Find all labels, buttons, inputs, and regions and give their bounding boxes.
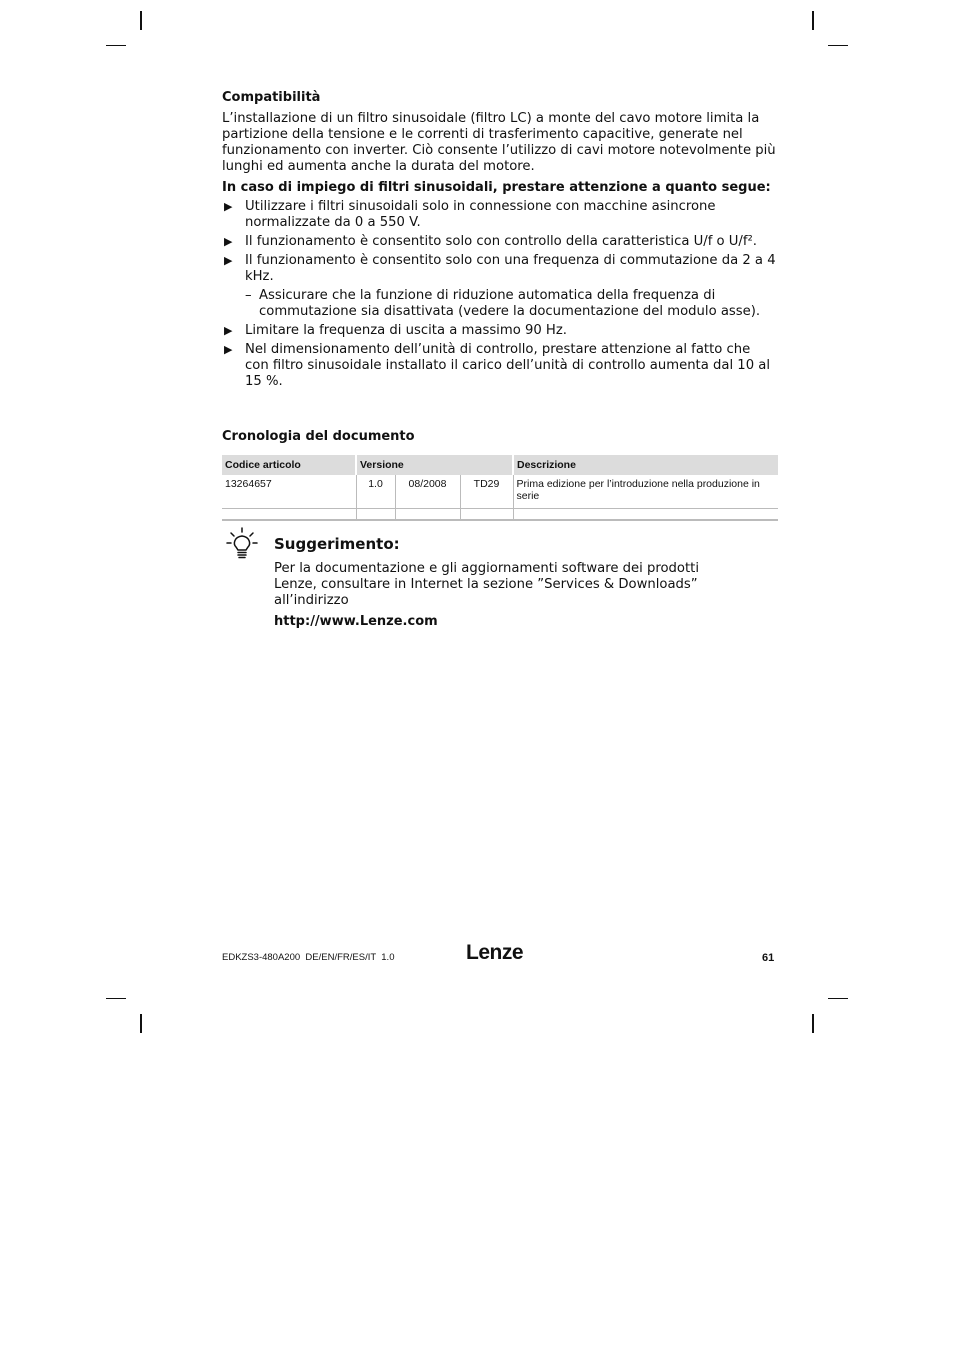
empty-cell	[513, 509, 778, 521]
table-header-row	[222, 455, 778, 475]
dash-icon: –	[245, 288, 252, 303]
intro-paragraph: L’installazione di un filtro sinusoidale (filtro LC) a monte del cavo motore limita la partizione della tensione e le correnti di trasferimento capacitive, generate nel funzionamento con inverter. Ciò consente l’utilizzo di cavi motore notevolmente più lunghi ed aumenta anche la durata del motore.	[222, 111, 776, 174]
sub-list-item: – Assicurare che la funzione di riduzione automatica della frequenza di commutazione sia disattivata (vedere la documentazione del modulo asse).	[245, 288, 761, 319]
lenze-logo: Lenze	[466, 941, 524, 964]
crop-mark	[106, 45, 126, 46]
history-heading: Cronologia del documento	[222, 429, 415, 444]
cell-version: 1.0	[356, 475, 395, 509]
section-heading: Compatibilità	[222, 90, 321, 105]
bullet-arrow-icon: ▶	[224, 343, 233, 356]
cell-description: Prima edizione per l’introduzione nella produzione in serie	[513, 475, 778, 509]
list-item: ▶ Il funzionamento è consentito solo con controllo della caratteristica U/f o U/f².	[224, 234, 758, 249]
cell-code: 13264657	[222, 475, 356, 509]
main-content	[222, 90, 778, 521]
cell-id: TD29	[460, 475, 513, 509]
header-code: Codice articolo	[222, 455, 356, 475]
list-item: ▶ Utilizzare i filtri sinusoidali solo in connessione con macchine asincrone normalizzate da 0 a 550 V.	[224, 199, 716, 230]
note-heading: In caso di impiego di filtri sinusoidali, prestare attenzione a quanto segue:	[222, 180, 771, 195]
tip-box	[274, 534, 754, 630]
crop-mark	[828, 998, 848, 999]
bullet-arrow-icon: ▶	[224, 235, 233, 248]
page-number: 61	[762, 952, 775, 964]
crop-mark	[106, 998, 126, 999]
header-description: Descrizione	[513, 455, 778, 475]
crop-mark	[812, 1014, 814, 1033]
tip-title: Suggerimento:	[274, 535, 400, 553]
empty-cell	[460, 509, 513, 521]
empty-cell	[395, 509, 460, 521]
bullet-arrow-icon: ▶	[224, 324, 233, 337]
tip-text: Per la documentazione e gli aggiornamenti software dei prodotti Lenze, consultare in Internet la sezione ”Services & Downloads” all’indirizzo	[274, 561, 699, 608]
empty-cell	[222, 509, 356, 521]
list-item: ▶ Il funzionamento è consentito solo con una frequenza di commutazione da 2 a 4 kHz. – Assicurare che la funzione di riduzione automatica della frequenza di commutazione sia disattivata (vedere la documentazione del modulo asse).	[222, 253, 778, 320]
bullet-list	[222, 199, 778, 390]
footer-doc-code: EDKZS3-480A200 DE/EN/FR/ES/IT 1.0	[222, 952, 395, 963]
bullet-arrow-icon: ▶	[224, 200, 233, 213]
bullet-arrow-icon: ▶	[224, 254, 233, 267]
lightbulb-icon	[224, 526, 260, 566]
cell-date: 08/2008	[395, 475, 460, 509]
empty-cell	[356, 509, 395, 521]
header-version: Versione	[356, 455, 513, 475]
history-table	[222, 455, 778, 521]
crop-mark	[140, 1014, 142, 1033]
table-row	[222, 475, 778, 509]
crop-mark	[140, 11, 142, 30]
table-row	[222, 509, 778, 521]
crop-mark	[812, 11, 814, 30]
list-item: ▶ Nel dimensionamento dell’unità di controllo, prestare attenzione al fatto che con filtro sinusoidale installato il carico dell’unità di controllo aumenta dal 10 al 15 %.	[224, 342, 771, 389]
tip-url-link[interactable]: http://www.Lenze.com	[274, 614, 438, 629]
crop-mark	[828, 45, 848, 46]
list-item: ▶ Limitare la frequenza di uscita a massimo 90 Hz.	[224, 323, 567, 338]
